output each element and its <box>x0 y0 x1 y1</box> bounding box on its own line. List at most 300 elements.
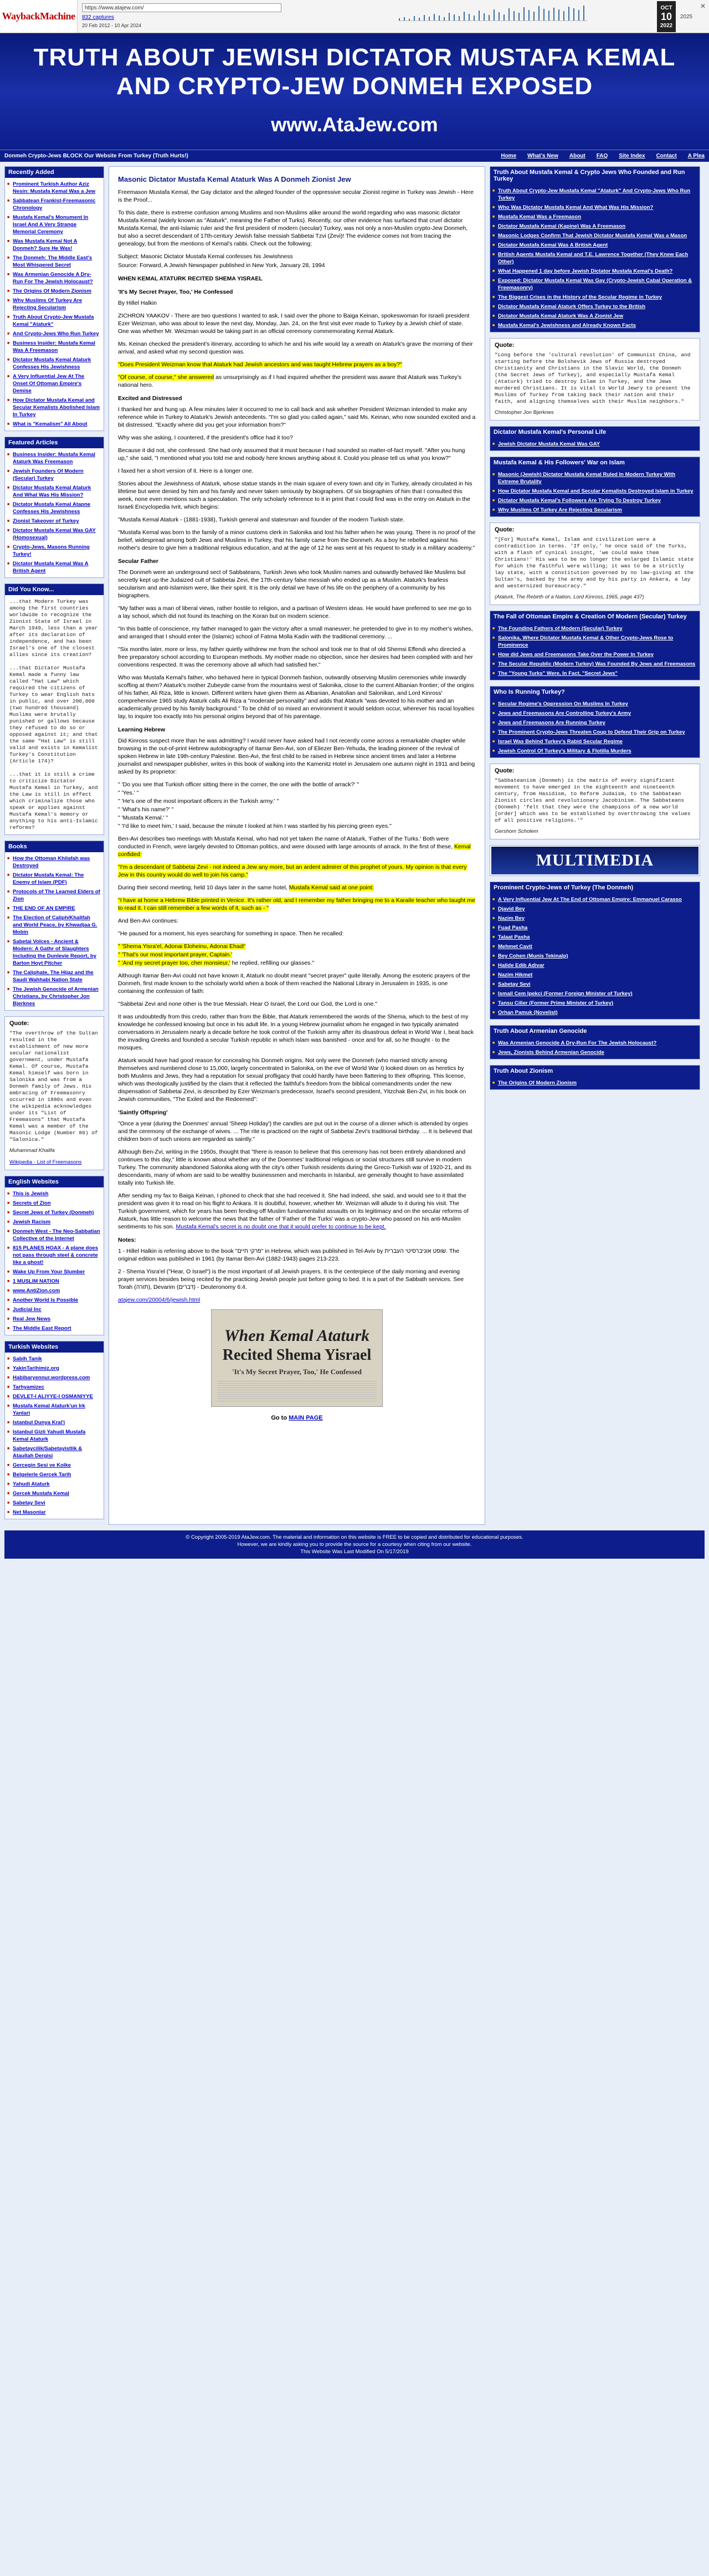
english-website-link[interactable]: Real Jew News <box>13 1316 51 1322</box>
article-paragraph <box>118 863 476 879</box>
recently-added-link[interactable]: And Crypto-Jews Who Run Turkey <box>13 331 99 337</box>
book-link[interactable]: The Election of Caliph/Khalifah and World Peace, by Khwadjaa G. Mobin <box>13 915 97 935</box>
who-runs-turkey-link[interactable]: Israel Was Behind Turkey's Rabid Secular Regime <box>498 739 623 745</box>
personal-life-link[interactable]: Jewish Dictator Mustafa Kemal Was GAY <box>498 441 600 447</box>
war-on-islam-link[interactable]: Masonic (Jewish) Dictator Mustafa Kemal Ruled In Modern Turkey With Extreme Brutality <box>498 472 676 485</box>
article-paragraph: "Six months later, more or less, my father quietly withdrew me from the school and took me to that of old Shemsi Effendi who directed a free preparatory school according to European methods. My mother made no objection, since her desires had been complied with and her conventions respected. It was the ceremony above all which had satisfied her." <box>118 646 473 668</box>
book-link[interactable]: How the Ottoman Khilafah was Destroyed <box>13 856 90 869</box>
truth-article-link[interactable]: Mustafa Kemal Was a Freemason <box>498 214 582 220</box>
article-paragraph: Although Itamar Ben-Avi could not have known it, Ataturk no doubt meant "secret prayer" quite literally. Among the esoteric prayers of the Donmeh, first made known to the scholarly world when a book of them reached the National Library in Jerusalem in 1935, is one containing the confession of faith: <box>118 972 470 995</box>
capture-bar <box>474 16 475 21</box>
list-item <box>490 1038 700 1048</box>
paragraph-text: During their second meeting, held 10 days later in the same hotel, <box>118 884 287 891</box>
prominent-person-link[interactable]: Ismail Cem Ipekci (Former Foreign Minister of Turkey) <box>498 991 633 997</box>
book-link[interactable]: Sabetai Volces - Ancient & Modern: A Gathr of Slaughters Including the Dunlevie Report, by Barton Hoyt Pitcher <box>13 939 96 966</box>
quote-text: "Long before the 'cultural revolution' of Communist China, and starting before the Bolshevik Jews of Russia destroyed Christianity and Christians in the Slavic World, the Donmeh (the Secret Jews of Turkey), and especially Mustafa Kemal (Ataturk) tried to destroy Islam in Turkey, and the Jews murdered Christians. It is vital to World Jewry to present the Muslims of Turkey from taking back their nation and their faith, and aligning themselves with their Muslim neighbors." <box>490 349 700 408</box>
list-item <box>490 293 700 302</box>
turkish-website-link[interactable]: Istanbul Dunya Kral'i <box>13 1420 65 1426</box>
close-icon[interactable]: ✕ <box>700 2 706 10</box>
truth-article-link[interactable]: Mustafa Kemal's Jewishness and Already Known Facts <box>498 322 636 329</box>
turkish-website-link[interactable]: Tarhyamizec <box>13 1384 44 1390</box>
nav-link-about[interactable]: About <box>569 153 585 159</box>
list-item <box>5 329 104 339</box>
book-link[interactable]: THE END OF AN EMPIRE <box>13 905 75 911</box>
list-item <box>5 253 104 270</box>
list-item <box>5 296 104 313</box>
ottoman-article-link[interactable]: How did Jews and Freemasons Take Over the Power In Turkey <box>498 652 654 658</box>
list-item <box>490 496 700 505</box>
recently-added-link[interactable]: Sabbatean Frankist-Freemasonic Chronology <box>13 198 96 211</box>
list-item <box>5 559 104 576</box>
article-inline-link[interactable]: Mustafa Kemal's secret is no doubt one that it would prefer to continue to be kept. <box>176 1223 386 1230</box>
list-item <box>5 1324 104 1333</box>
list-item <box>5 542 104 559</box>
list-item <box>5 1227 104 1243</box>
recently-added-link[interactable]: Was Mustafa Kemal Not A Donmeh? Sure He Was! <box>13 238 78 252</box>
paragraph-text: Ben-Avi describes two meetings with Mustafa Kemal, who had not yet taken the name of Ataturk, 'Father of the Turks.' Both were conducted in French, were largely devoted to Ottoman politics, and were doused with large amounts of arrack. In the first of these, <box>118 836 453 850</box>
nav-link-whats-new[interactable]: What's New <box>527 153 558 159</box>
multimedia-label: MULTIMEDIA <box>490 846 700 875</box>
list-item <box>5 313 104 329</box>
did-you-know-box <box>4 583 104 835</box>
truth-article-link[interactable]: Masonic Lodges Confirm That Jewish Dictator Mustafa Kemal Was a Mason <box>498 233 687 239</box>
featured-article-link[interactable]: Business Insider: Mustafa Kemal Ataturk Was Freemason <box>13 452 95 465</box>
prominent-person-link[interactable]: Tansu Ciller (Former Prime Minister of Turkey) <box>498 1000 614 1006</box>
recently-added-link[interactable]: The Origins Of Modern Zionism <box>13 288 91 294</box>
book-link[interactable]: The Jewish Genocide of Armenian Christians, by Christopher Jon Bjerknes <box>13 986 99 1007</box>
article-paragraph <box>118 1192 476 1231</box>
list-item <box>490 961 700 970</box>
prominent-person-link[interactable]: Sabetay Sevi <box>498 981 531 987</box>
wayback-current-capture[interactable] <box>657 1 676 32</box>
dialogue-line: " 'Yes.' " <box>118 790 139 796</box>
prominent-person-link[interactable]: Talaat Pasha <box>498 934 530 940</box>
list-item <box>490 240 700 250</box>
article-paragraph: "My father was a man of liberal views, rather hostile to religion, and a partisan of Western ideas. He would have preferred to see me go to a lay school, which did not found its teaching on the Koran but on modern science. <box>118 605 471 619</box>
list-item <box>5 913 104 937</box>
article <box>109 166 485 1525</box>
list-item <box>5 1489 104 1498</box>
box-heading: Prominent Crypto-Jews of Turkey (The Donmeh) <box>490 882 700 893</box>
turkish-website-link[interactable]: Gercegin Sesi ve Kolke <box>13 1462 71 1468</box>
turkish-website-link[interactable]: Habibaryennur.wordpress.com <box>13 1375 90 1381</box>
who-runs-turkey-link[interactable]: Jewish Control Of Turkey's Military & Flotilla Murders <box>498 748 631 754</box>
article-headline: Masonic Dictator Mustafa Kemal Ataturk Was A Donmeh Zionist Jew <box>118 175 351 183</box>
right-quote-box-2 <box>490 523 700 605</box>
wayback-next-year[interactable] <box>677 1 696 32</box>
prominent-person-link[interactable]: Orhan Pamuk (Novelist) <box>498 1010 558 1016</box>
wayback-prev-year[interactable] <box>637 1 656 32</box>
list-item <box>490 728 700 737</box>
list-item <box>5 526 104 542</box>
featured-article-link[interactable]: Zionist Takeover of Turkey <box>13 518 79 524</box>
wayback-range: 20 Feb 2012 - 10 Apr 2024 <box>82 23 142 28</box>
list-item <box>5 1295 104 1305</box>
goto-prefix: Go to <box>271 1415 287 1421</box>
quote-source <box>5 1158 104 1170</box>
clipping-headline-1: When Kemal Ataturk <box>224 1327 370 1345</box>
recently-added-link[interactable]: A Very Influential Jew At The Onset Of Ottoman Empire's Demise <box>13 373 85 394</box>
capture-bar <box>583 6 584 21</box>
book-link[interactable]: The Caliphate, The Hijaz and the Saudi Wahhabi Nation State <box>13 970 94 983</box>
armenian-genocide-link[interactable]: Was Armenian Genocide A Dry-Run For The Jewish Holocaust? <box>498 1040 657 1046</box>
truth-article-link[interactable]: Exposed: Dictator Mustafa Kemal Was Gay (Crypto-Jewish Cabal Operation & Freemasonry) <box>498 278 692 291</box>
recently-added-link[interactable]: Business Insider: Mustafa Kemal Was A Freemason <box>13 340 95 354</box>
site-banner <box>0 33 709 150</box>
who-runs-turkey-link[interactable]: Jews and Freemasons Are Running Turkey <box>498 720 605 726</box>
turkish-website-link[interactable]: YakinTarihimiz.org <box>13 1365 59 1371</box>
list-item <box>5 450 104 467</box>
clipping-text-columns <box>217 1381 377 1402</box>
list-item <box>490 624 700 633</box>
prominent-person-link[interactable]: Fuad Pasha <box>498 925 528 931</box>
capture-bar <box>429 17 430 21</box>
book-link[interactable]: Dictator Mustafa Kemal: The Enemy of Islam (PDF) <box>13 872 84 885</box>
war-on-islam-link[interactable]: How Dictator Mustafa Kemal and Secular Kemalists Destroyed Islam in Turkey <box>498 488 693 494</box>
english-website-link[interactable]: Secret Jews of Turkey (Donmeh) <box>13 1210 94 1216</box>
who-runs-turkey-link[interactable]: Secular Regime's Oppression On Muslims In Turkey <box>498 701 628 707</box>
truth-article-link[interactable]: What Happened 1 day before Jewish Dictator Mustafa Kemal's Death? <box>498 268 673 274</box>
recently-added-link[interactable]: What is "Kemalism" All About <box>13 421 88 427</box>
war-on-islam-list <box>490 468 700 516</box>
article-paragraph: I thanked her and hung up. A few minutes later it occurred to me to call back and ask whether President Weizman intended to make any reference while in Turkey to Ataturk's Jewish antecedents. "I'm so glad you called again," said Ms. Keinan, who now sounded excited and a bit distressed. "Exactly where did you get your information from?" <box>118 406 476 428</box>
footer-modified: This Website Was Last Modified On 5/17/2019 <box>300 1549 409 1555</box>
war-on-islam-link[interactable]: Dictator Mustafa Kemal's Followers Are Trying To Destroy Turkey <box>498 498 661 504</box>
truth-about-kemal-box <box>490 166 700 332</box>
list-item <box>490 895 700 904</box>
who-runs-turkey-link[interactable]: The Prominent Crypto-Jews Threaten Coup to Defend Their Grip on Turkey <box>498 729 685 735</box>
list-item <box>490 942 700 951</box>
turkish-website-link[interactable]: Mustafa Kemal Ataturk'un Irk Yanlari <box>13 1403 85 1416</box>
prominent-crypto-jews-box <box>490 882 700 1020</box>
box-heading: Truth About Mustafa Kemal & Crypto Jews Who Founded and Run Turkey <box>490 167 700 185</box>
list-item <box>490 923 700 933</box>
article-paragraph: "Mustafa Kemal was born to the family of a minor customs clerk in Salonika and lost his father when he was young. There is no proof of the belief, widespread among both Jews and Muslims in Turkey, that his family came from the Donmeh. As a boy he rebelled against his mother's desire to give him a traditional religious education, and at the age of 12 he was sent at his request to study in a military academy." <box>118 529 476 551</box>
list-item <box>5 937 104 968</box>
list-item <box>5 904 104 913</box>
list-item <box>5 870 104 887</box>
capture-bar <box>538 6 540 21</box>
article-paragraph: "In this battle of conscience, my father managed to gain the victory after a small maneuver; he pretended to give in to my mother's wishes, and arranged that I should enter the (Islamic) school of Fatma Molla Kadin with the traditional ceremony. ... <box>118 626 473 640</box>
armenian-genocide-link[interactable]: Jews, Zionists Behind Armenian Genocide <box>498 1049 604 1056</box>
recently-added-link[interactable]: The Donmeh: The Middle East's Most Whispered Secret <box>13 255 93 268</box>
truth-article-link[interactable]: Who Was Dictator Mustafa Kemal And What Was His Mission? <box>498 204 654 211</box>
nav-link-plea[interactable]: A Plea <box>687 153 705 159</box>
article-paragraph: Did Kinross suspect more than he was admitting? I would never have asked had I not recently come across a remarkable chapter while browsing in the out-of-print Hebrew autobiography of Itamar Ben-Avi, son of Eliezer Ben-Yehuda, the leading pioneer of the revival of spoken Hebrew in late 19th-century Palestine. Ben-Avi, the first child to be raised in Hebrew since ancient times and later a Hebrew journalist and newspaper publisher, writes in this book of walking into the Kamenitz Hotel in Jerusalem one autumn night in 1911 and being asked by its proprietor: <box>118 738 475 775</box>
box-heading: Dictator Mustafa Kemal's Personal Life <box>490 427 700 438</box>
recently-added-link[interactable]: Dictator Mustafa Kemal Ataturk Confesses His Jewishness <box>13 357 91 370</box>
article-subtitle: 'It's My Secret Prayer, Too,' He Confessed <box>118 289 233 295</box>
article-paragraph: "He paused for a moment, his eyes searching for something in space. Then he recalled: <box>118 930 344 937</box>
list-item <box>5 1479 104 1489</box>
list-item <box>490 951 700 961</box>
right-quote-box-1 <box>490 338 700 421</box>
capture-bar <box>523 7 525 21</box>
turkish-website-link[interactable]: Istanbul Gizli Yahudi Mustafa Kemal Ataturk <box>13 1429 86 1442</box>
list-item <box>490 267 700 276</box>
armenian-genocide-box <box>490 1025 700 1059</box>
dialogue-line: " 'What's his name?' " <box>118 806 174 813</box>
capture-bar <box>459 16 460 21</box>
capture-bar <box>479 11 480 21</box>
ottoman-article-link[interactable]: The "Young Turks" Were, In Fact, "Secret Jews" <box>498 670 618 677</box>
list-item <box>490 250 700 267</box>
quote-text: "The overthrow of the Sultan resulted in the establishment of new more secular nationalist government, under Mustafa Kemal. Of course, Mustafa Kemal himself was born in Salonika and was from a Donmeh family of Jews. His embracing of Freemasonry occurred in 1880s and even the wikipedia acknowledges under its "List of Freemasons" that Mustafa Kemal was a member of the Masonic Lodge (Number 80) of "Salonica." <box>5 1027 104 1146</box>
truth-article-link[interactable]: Dictator Mustafa Kemal Ataturk Offers Turkey to the British <box>498 304 646 310</box>
quote-author: Muhammad Khalifa <box>9 1148 55 1154</box>
list-item <box>5 500 104 516</box>
ottoman-article-link[interactable]: The Secular Republic (Modern Turkey) Was Founded By Jews and Freemasons <box>498 661 696 667</box>
nav-link-faq[interactable]: FAQ <box>596 153 608 159</box>
capture-bar <box>434 14 435 21</box>
list-item <box>5 1444 104 1461</box>
box-heading: Turkish Websites <box>5 1341 104 1353</box>
list-item <box>490 1048 700 1057</box>
article-subheading: 'Saintly Offspring' <box>118 1109 168 1116</box>
box-heading: English Websites <box>5 1176 104 1187</box>
zionism-link[interactable]: The Origins Of Modern Zionism <box>498 1080 577 1086</box>
recently-added-link[interactable]: Mustafa Kemal's Monument In Israel And A Very Strange Memorial Ceremony <box>13 214 89 235</box>
current-month: OCT <box>660 4 672 11</box>
featured-article-link[interactable]: Dictator Mustafa Kemal Was A British Agent <box>13 561 89 574</box>
article-paragraph: Although Ben-Zvi, writing in the 1950s, thought that "there is reason to believe that this ceremony has not been entirely abandoned and continues to this day," little is known about whether any of the Doenmes' traditional religious or social structures still survive in modern Turkey. The community abandoned Salonika along with the city's other Turkish residents during the Greco-Turkish war of 1920-21, and its descendants, many of whom are said to be wealthy businessmen and merchants in Istanbul, are generally thought to have assimilated totally into Turkish life. <box>118 1149 472 1186</box>
article-paragraph <box>118 897 476 912</box>
wayback-logo[interactable] <box>0 0 78 33</box>
english-website-link[interactable]: Wake Up From Your Slumber <box>13 1269 85 1275</box>
list-item <box>490 980 700 989</box>
capture-bar <box>563 11 564 21</box>
zionism-list <box>490 1077 700 1089</box>
featured-articles-box <box>4 437 104 578</box>
list-item <box>490 933 700 942</box>
list-item <box>5 372 104 396</box>
ottoman-article-link[interactable]: The Founding Fathers of Modern (Secular) Turkey <box>498 626 623 632</box>
nav-link-site-index[interactable]: Site Index <box>619 153 645 159</box>
truth-article-link[interactable]: British Agents Mustafa Kemal and T.E. Lawrence Together (They Knew Each Other) <box>498 252 689 265</box>
truth-article-link[interactable]: Dictator Mustafa Kemal (Kapine) Was A Freemason <box>498 223 626 229</box>
list-item <box>5 355 104 372</box>
capture-bar <box>464 12 465 21</box>
right-sidebar <box>490 166 700 1525</box>
list-item <box>5 1199 104 1208</box>
turkish-website-link[interactable]: Belgelerle Gercek Tarih <box>13 1472 71 1478</box>
recently-added-link[interactable]: Was Armenian Genocide A Dry-Run For The Jewish Holocaust? <box>13 272 93 285</box>
paragraph-text: he replied, refilling our glasses." <box>232 960 315 966</box>
english-website-link[interactable]: www.AntiZion.com <box>13 1288 60 1294</box>
list-item <box>490 186 700 203</box>
list-item <box>5 1401 104 1418</box>
quote-label: Quote: <box>9 1020 29 1027</box>
article-paragraph: Who was Mustafa Kemal's father, who behaved here in typical Donmeh fashion, outwardly observing Muslim ceremonies while inwardly scoffing at them? Ataturk's mother Zubeyde came from the mountains west of Salonika, close to the current Albanian frontier; of the origins of his father, Ali Riza, little is known. Different writers have given them as Albanian, Anatolian and Salonikan, and Lord Kinross' comprehensive 1965 study Ataturk calls Ali Riza a "moderate personality" and adds that Ataturk "was devoted to his mother and an academically proved by his family background." To be child of so mixed an environment it would seldom occur, wherever his racial loyalties lay, to inquire too exactly into his personal origins beyond that of his parentage. <box>118 674 475 720</box>
list-item <box>5 968 104 985</box>
quote-text: "[For] Mustafa Kemal, Islam and civilization were a contradiction in terms. 'If only,' he once said of the Turks, with a flash of cynical insight, 'we could make them Christians!' His was to be no longer the enlarged Islamic state for which the faithful were willing; it was to be a strictly lay state, with a constitution governed by no law-giving at the Sultan's, backed by the army and by his party in Ankara, a lay and westernized bureaucracy." <box>490 533 700 593</box>
article-paragraph <box>118 884 476 892</box>
english-website-link[interactable]: Secrets of Zion <box>13 1200 51 1206</box>
english-website-link[interactable]: 815 PLANES HOAX - A plane does not pass through steel & concrete like a ghost! <box>13 1245 98 1266</box>
english-website-link[interactable]: Jewish Racism <box>13 1219 51 1225</box>
multimedia-banner[interactable] <box>490 845 700 876</box>
english-website-link[interactable]: The Middle East Report <box>13 1325 71 1331</box>
featured-article-link[interactable]: Dictator Mustafa Kemal Atapne Confesses His Jewishness <box>13 501 91 515</box>
list-item <box>5 419 104 429</box>
article-subheading: Learning Hebrew <box>118 726 166 733</box>
list-item <box>5 1498 104 1508</box>
recently-added-link[interactable]: Prominent Turkish Author Aziz Nesin: Mustafa Kemal Was a Jew <box>13 181 96 194</box>
article-paragraph: "Mustafa Kemal Ataturk - (1881-1938), Turkish general and statesman and founder of the modern Turkish state. <box>118 516 405 523</box>
dialogue-line: " 'He's one of the most important officers in the Turkish army.' " <box>118 798 279 805</box>
capture-bar <box>578 10 579 21</box>
list-item <box>490 633 700 650</box>
list-item <box>5 887 104 904</box>
capture-bar <box>399 18 400 21</box>
prominent-person-link[interactable]: Halide Edib Adivar <box>498 962 544 969</box>
list-item <box>490 311 700 321</box>
main-page-link[interactable]: MAIN PAGE <box>289 1415 323 1421</box>
list-item <box>5 1286 104 1295</box>
truth-article-list <box>490 185 700 332</box>
capture-bar <box>404 17 405 21</box>
capture-bar <box>444 17 445 21</box>
site-footer <box>4 1530 705 1559</box>
prominent-person-link[interactable]: Mehmet Cavit <box>498 944 532 950</box>
article-byline: By Hillel Halkin <box>118 300 157 306</box>
list-item <box>490 212 700 222</box>
prominent-person-link[interactable]: Nazim Hikmet <box>498 972 533 978</box>
left-quote-box <box>4 1016 104 1170</box>
list-item <box>5 339 104 355</box>
dialogue-line: " 'Mustafa Kemal.' " <box>118 815 168 821</box>
article-subject: Subject: Masonic Dictator Mustafa Kemal confesses his Jewishness <box>118 253 293 260</box>
english-website-link[interactable]: Another World Is Possible <box>13 1297 79 1303</box>
armenian-genocide-list <box>490 1037 700 1059</box>
article-source-link[interactable]: atajew.com/20004/6/jewish.html <box>118 1297 201 1303</box>
list-item <box>5 1277 104 1286</box>
turkish-websites-box <box>4 1341 104 1519</box>
capture-bar <box>504 14 505 21</box>
capture-bar <box>518 13 520 21</box>
capture-bar <box>449 13 450 21</box>
article-paragraph: ZICHRON YAAKOV - There are two questions I wanted to ask, I said over the phone to Baiga Keinan, spokeswoman for Israeli president Ezer Weizman, who was about to leave the next day, Monday, Jan. 24, on the first visit ever made to Turkey by a Jewish chief of state. One was whether Mr. Weizman would be taking part in an official ceremony commemorating Kemal Ataturk. <box>118 313 470 335</box>
english-website-link[interactable]: Donmeh West - The Neo-Sabbatian Collective of the Internet <box>13 1228 100 1242</box>
truth-article-link[interactable]: Dictator Mustafa Kemal Was A British Agent <box>498 242 608 248</box>
nav-link-contact[interactable]: Contact <box>656 153 677 159</box>
list-item <box>490 659 700 669</box>
capture-bar <box>424 15 425 21</box>
truth-article-link[interactable]: Dictator Mustafa Kemal Ataturk Was A Zionist Jew <box>498 313 624 319</box>
prominent-person-link[interactable]: A Very Influential Jew At The End of Ottoman Empire: Emmanuel Carasso <box>498 897 682 903</box>
main-nav <box>0 150 709 162</box>
wayback-logo-text: WaybackMachine <box>2 11 75 22</box>
list-item <box>5 286 104 296</box>
ottoman-article-link[interactable]: Salonika, Where Dictator Mustafa Kemal & Other Crypto-Jews Rose to Prominence <box>498 635 674 648</box>
turkish-website-link[interactable]: DEVLET-I ALIYYE-I OSMANIYYE <box>13 1394 93 1400</box>
list-item <box>490 222 700 231</box>
list-item <box>490 1078 700 1088</box>
recently-added-link[interactable]: Truth About Crypto-Jew Mustafa Kemal "Ataturk" <box>13 314 94 327</box>
turkish-website-link[interactable]: Gercek Mustafa Kemal <box>13 1491 69 1497</box>
highlighted-text: " 'Shema Yisra'el, Adonai Eloheinu, Adonai Ehad!' <box>118 943 246 950</box>
featured-article-link[interactable]: Dictator Mustafa Kemal Ataturk And What Was His Mission? <box>13 485 91 498</box>
list-item <box>490 669 700 678</box>
nav-link-home[interactable]: Home <box>501 153 517 159</box>
box-heading: Mustafa Kemal & His Followers' War on Islam <box>490 457 700 468</box>
ottoman-article-list <box>490 622 700 680</box>
capture-bar <box>419 18 420 21</box>
english-website-link[interactable]: This is Jewish <box>13 1191 49 1197</box>
featured-article-link[interactable]: Jewish Founders Of Modern (Secular) Turkey <box>13 468 84 482</box>
list-item <box>490 904 700 914</box>
prominent-person-link[interactable]: Djavid Bey <box>498 906 525 912</box>
recently-added-link[interactable]: How Dictator Mustafa Kemal and Secular Kemalists Abolished Islam In Turkey <box>13 397 100 418</box>
english-website-list <box>5 1187 104 1335</box>
paragraph-text: as unsurprisingly as if I had inquired whether the president was aware that Ataturk was Turkey's national hero. <box>118 374 461 388</box>
current-year: 2022 <box>660 22 673 29</box>
highlighted-text: Kemal confided: <box>118 843 471 858</box>
quote-source-link[interactable]: Wikipedia - List of Freemasons <box>9 1159 82 1165</box>
recently-added-link[interactable]: Why Muslims Of Turkey Are Rejecting Secularism <box>13 298 83 311</box>
capture-bar <box>573 8 574 21</box>
list-item <box>5 1364 104 1373</box>
turkish-website-link[interactable]: Sabetaycilik/Sabetayistlik & Ataullah Dergisi <box>13 1446 83 1459</box>
featured-article-link[interactable]: Dictator Mustafa Kemal Was GAY (Homosexual) <box>13 528 96 541</box>
english-website-link[interactable]: 1 MUSLIM NATION <box>13 1278 59 1284</box>
truth-article-link[interactable]: The Biggest Crises in the History of the Secular Regime in Turkey <box>498 294 662 300</box>
turkish-website-link[interactable]: Sabih Tanik <box>13 1356 42 1362</box>
capture-bar <box>489 15 490 21</box>
wayback-sparkline[interactable] <box>399 4 587 21</box>
capture-bar <box>409 19 410 21</box>
war-on-islam-link[interactable]: Why Muslims Of Turkey Are Rejecting Secularism <box>498 507 622 513</box>
article-subheading: Secular Father <box>118 558 158 565</box>
list-item <box>5 483 104 500</box>
prominent-person-link[interactable]: Nazim Bey <box>498 915 525 921</box>
clipping-subheadline: 'It's My Secret Prayer, Too,' He Confessed <box>232 1368 362 1376</box>
turkish-website-link[interactable]: Yahudi Ataturk <box>13 1481 50 1487</box>
dialogue-line <box>118 951 476 959</box>
article-title-caps: WHEN KEMAL ATATURK RECITED SHEMA YISRAEL <box>118 275 263 282</box>
list-item <box>490 699 700 709</box>
wayback-url-input[interactable] <box>82 3 281 12</box>
turkish-website-link[interactable]: Sabetay Sevi <box>13 1500 45 1506</box>
quote-author: (Ataturk, The Rebirth of a Nation, Lord Kinross, 1965, page 437) <box>495 594 644 600</box>
wayback-captures-link[interactable]: 832 captures <box>82 14 114 21</box>
capture-bar <box>469 14 470 21</box>
article-paragraph: I faxed her a short version of it. Here is a longer one. <box>118 468 254 474</box>
prominent-person-link[interactable]: Bey Cohen (Munis Tekinalp) <box>498 953 568 959</box>
did-you-know-text: ...that Modern Turkey was among the first countries worldwide to recognize the Zionist State of Israel in March 1949, less than a year after its declaration of independence, and has been Israel's one of the closest allies since its creation? ...that Dictator Mustafa Kemal made a funny law called "Hat Law" which required the citizens of Turkey to wear English hats in public, and over 200,000 (two hundred thousand) Muslims were brutally punished or gallows because they refused to do so or opposed against it; and that the same "Hat Law" is still valid and exists in Kemalist Turkey's Constitution (Article 174)? ...that it is still a crime to criticize Dictator Mustafa Kemal in Turkey, and the Law is still in effect which criminalize those who speak or applies against Mustafa Kemal's memory or anything to his anti-Islamic reforms? <box>5 595 104 834</box>
who-runs-turkey-link[interactable]: Jews and Freemasons Are Controlling Turkey's Army <box>498 710 631 716</box>
list-item <box>5 985 104 1008</box>
turkish-website-link[interactable]: Net Masonlar <box>13 1509 46 1515</box>
prominent-person-list <box>490 893 700 1019</box>
truth-article-link[interactable]: Truth About Crypto-Jew Mustafa Kemal "Ataturk" And Crypto-Jews Who Run Turkey <box>498 188 691 201</box>
book-link[interactable]: Protocols of The Learned Elders of Zion <box>13 889 100 902</box>
capture-bar <box>543 9 544 21</box>
capture-bar <box>494 9 495 21</box>
featured-article-link[interactable]: Crypto-Jews, Masons Running Turkey! <box>13 544 90 557</box>
list-item <box>490 709 700 718</box>
capture-bar <box>548 11 549 21</box>
article-subheading: Excited and Distressed <box>118 395 182 402</box>
wayback-info <box>78 0 709 33</box>
banner-site-name[interactable]: www.AtaJew.com <box>271 113 438 136</box>
who-runs-turkey-list <box>490 698 700 757</box>
article-paragraph: Why was she asking, I countered, if the president's office had it too? <box>118 434 293 441</box>
highlighted-text: " 'And my secret prayer too, cher monsieur,' <box>118 960 230 966</box>
english-website-link[interactable]: Judicial Inc <box>13 1307 42 1313</box>
list-item <box>5 237 104 253</box>
article-paragraph: Ataturk would have had good reason for concealing his Donmeh origins. Not only were the Donmeh (who married strictly among themselves and numbered close to 15,000, largely concentrated in Salonika, on the eve of World War I) looked down on as heretics by both Muslims and Jews, they had a reputation for sexual profligacy that could hardly have been flattering to their offspring. This license, which was theologically justified by the claim that it reflected the faithful's freedom from the biblical commandments under the new dispensation of Sabbetai Zevi, is described by Ezer Weizman's predecessor, Israel's second president, Yitzchak Ben-Zvi, in his book on Jewish communities, "The Exiled and the Redeemed": <box>118 1057 466 1103</box>
